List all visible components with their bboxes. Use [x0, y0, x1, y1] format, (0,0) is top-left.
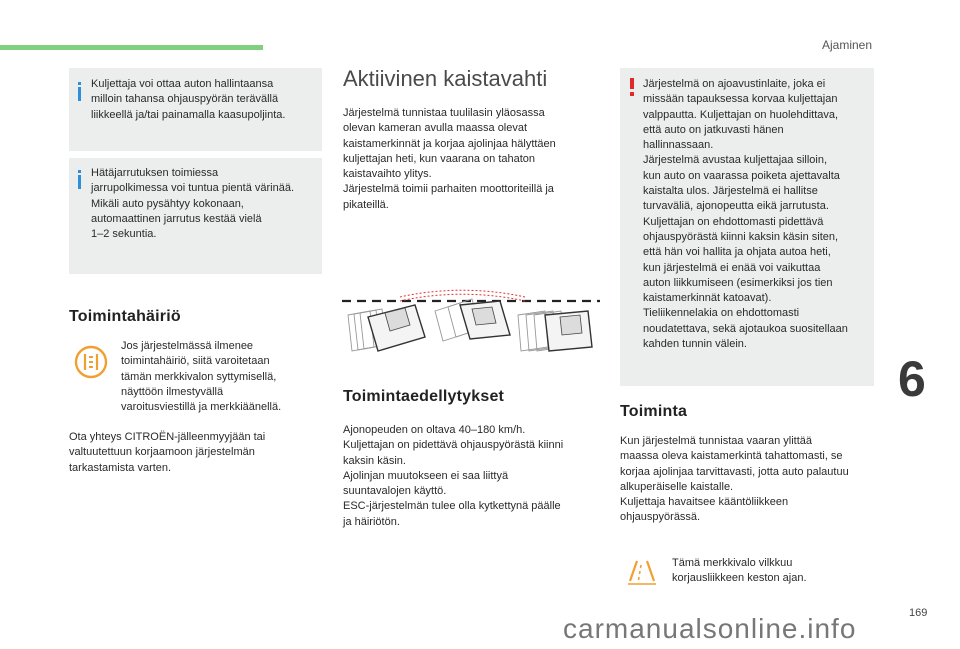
- lane-assist-indicator-icon: [624, 557, 660, 587]
- conditions-heading: Toimintaedellytykset: [343, 388, 505, 405]
- note-text: Hätäjarrutuksen toimiessa jarrupolkimessa voi tuntua pientä värinää. Mikäli auto pysähtyy kokonaan, automaattinen jarrutus kestää vielä 1–2 sekuntia.: [91, 167, 295, 241]
- info-icon: [78, 82, 81, 85]
- page-number: 169: [909, 607, 928, 619]
- warning-box: [620, 68, 874, 386]
- info-note-2: [69, 158, 322, 274]
- lane-keep-illustration: [340, 281, 602, 361]
- note-text: Kuljettaja voi ottaa auton hallintaansa milloin tahansa ohjauspyörän terävällä liikkeellä ja/tai painamalla kaasupoljinta.: [91, 78, 286, 121]
- conditions-text: Ajonopeuden on oltava 40–180 km/h. Kuljettajan on pidettävä ohjauspyörästä kiinni kaksin käsin. Ajolinjan muutokseen ei saa liittyä suuntavalojen käyttö. ESC-järjestelmän tulee olla kytkettynä päälle ja häiriötön.: [343, 424, 564, 528]
- header-accent-bar: [0, 45, 263, 50]
- watermark: carmanualsonline.info: [563, 613, 857, 644]
- info-icon: [78, 170, 81, 173]
- page-title: Aktiivinen kaistavahti: [343, 66, 548, 91]
- intro-text: Järjestelmä tunnistaa tuulilasin yläosassa olevan kameran avulla maassa olevat kaistamerkinnät ja korjaa ajolinjaa hälyttäen kuljettajan heti, kun vaarana on tahaton kaistavaihto ylitys. Järjestelmä toimii parhaiten moottoriteillä ja pikateillä.: [343, 107, 556, 211]
- chapter-number: 6: [898, 351, 926, 407]
- info-note-1: [69, 68, 322, 151]
- operation-heading: Toiminta: [620, 403, 688, 420]
- fault-text: Jos järjestelmässä ilmenee toimintahäiriö, siitä varoitetaan tämän merkkivalon syttymisellä, näyttöön ilmestyvällä varoitusviestillä ja merkkiäänellä.: [121, 340, 282, 414]
- warning-text: Järjestelmä on ajoavustinlaite, joka ei missään tapauksessa korvaa kuljettajan valppautta. Kuljettajan on huolehdittava, että auto on jatkuvasti hänen hallinnassaan. Järjestelmä avustaa kuljettajaa silloin, kun auto on vaarassa poiketa ajettavalta kaistalta ulos. Järjestelmä ei hallitse turvaväliä, ajonopeutta eikä jarrutusta. Kuljettajan on ehdottomasti pidettävä ohjauspyörästä kiinni kaksin käsin siten, että hän voi hallita ja ohjata autoa heti, kun järjestelmä ei enää voi vaikuttaa auton liikkumiseen (esimerkiksi jos tien kaistamerkinnät katoavat). Tieliikennelakia on ehdottomasti noudatettava, sekä ajotaukoa suositellaan kahden tunnin välein.: [643, 78, 848, 351]
- section-title: Ajaminen: [822, 38, 873, 52]
- lane-fault-warning-lamp-icon: [73, 344, 109, 380]
- blink-text: Tämä merkkivalo vilkkuu korjausliikkeen keston ajan.: [672, 557, 807, 585]
- fault-heading: Toimintahäiriö: [69, 308, 181, 325]
- operation-text: Kun järjestelmä tunnistaa vaaran ylittää maassa oleva kaistamerkintä tahattomasti, se korjaa ajolinjaa tarvittavasti, jotta auto palautuu alkuperäiselle kaistalle. Kuljettaja havaitsee kääntöliikkeen ohjauspyörässä.: [620, 435, 849, 524]
- warning-exclamation-icon: [628, 78, 636, 96]
- fault-footer: Ota yhteys CITROËN-jälleenmyyjään tai valtuutettuun korjaamoon järjestelmän tarkastamista varten.: [69, 431, 266, 474]
